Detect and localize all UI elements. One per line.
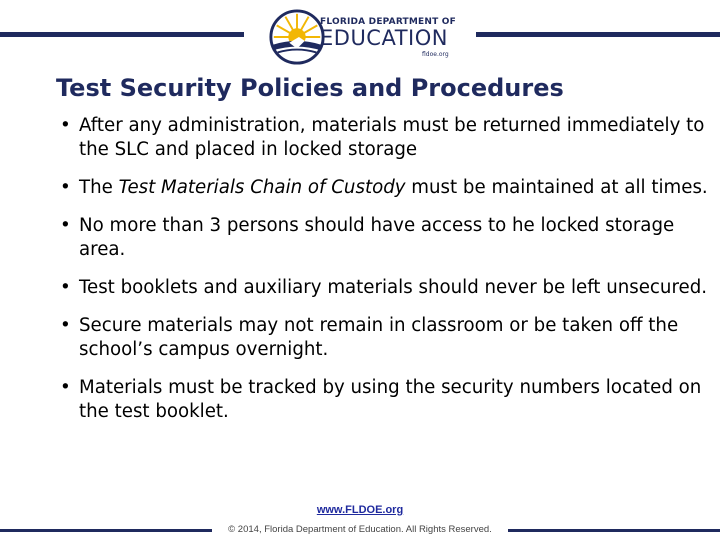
- bullet-dot-icon: •: [60, 277, 71, 298]
- bullet-item: [60, 176, 710, 200]
- logo-text-line1: FLORIDA DEPARTMENT OF: [320, 17, 456, 27]
- bullet-item: [60, 214, 710, 262]
- logo-text-line2: EDUCATION: [320, 26, 448, 50]
- fldoe-website-link[interactable]: www.FLDOE.org: [316, 504, 404, 516]
- bullet-dot-icon: •: [60, 115, 71, 136]
- logo-text-line3: fldoe.org: [422, 51, 449, 58]
- bullet-item: [60, 114, 710, 162]
- bullet-text-post: must be maintained at all times.: [405, 177, 708, 198]
- bullet-text: Secure materials may not remain in classroom or be taken off the school’s campus overnight.: [79, 315, 679, 360]
- bullet-list: [60, 114, 710, 438]
- bullet-dot-icon: •: [60, 177, 71, 198]
- florida-seal-icon: [268, 8, 326, 66]
- bullet-text-italic: Test Materials Chain of Custody: [118, 177, 406, 198]
- bullet-text-pre: The: [79, 177, 119, 198]
- bullet-dot-icon: •: [60, 215, 71, 236]
- slide-title: Test Security Policies and Procedures: [56, 74, 564, 102]
- bullet-text: Materials must be tracked by using the security numbers located on the test booklet.: [79, 377, 702, 422]
- header-bar-left: [0, 32, 244, 37]
- bullet-dot-icon: •: [60, 377, 71, 398]
- bullet-text: Test booklets and auxiliary materials should never be left unsecured.: [79, 277, 708, 298]
- bullet-item: [60, 276, 710, 300]
- header-bar-right: [476, 32, 720, 37]
- copyright-notice: © 2014, Florida Department of Education. All Rights Reserved.: [228, 524, 492, 535]
- bullet-text: After any administration, materials must be returned immediately to the SLC and placed in locked storage: [79, 115, 705, 160]
- bullet-dot-icon: •: [60, 315, 71, 336]
- fldoe-logo: [262, 6, 462, 64]
- bullet-item: [60, 376, 710, 424]
- bullet-item: [60, 314, 710, 362]
- bullet-text: No more than 3 persons should have access to he locked storage area.: [79, 215, 675, 260]
